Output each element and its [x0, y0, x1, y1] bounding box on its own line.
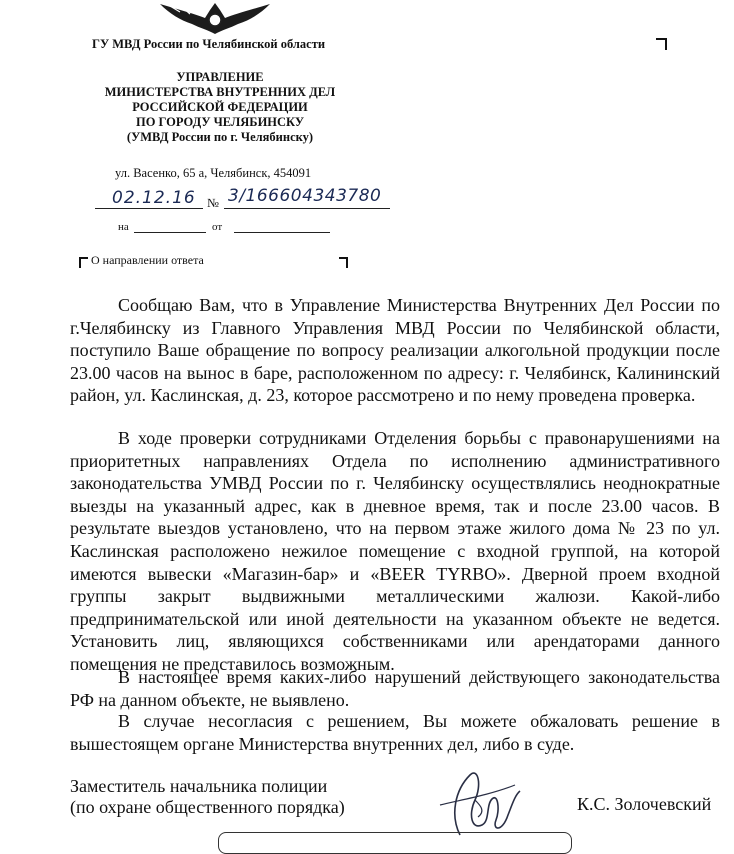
on-label: на: [118, 221, 129, 233]
org-line: УПРАВЛЕНИЕ: [176, 70, 264, 84]
corner-mark-subject-left: [79, 257, 88, 268]
address: ул. Васенко, 65 а, Челябинск, 454091: [115, 166, 312, 180]
paragraph-4: [70, 710, 720, 755]
paragraph-2: [70, 427, 720, 676]
org-line: (УМВД России по г. Челябинску): [126, 130, 314, 144]
from-label: от: [212, 221, 223, 233]
org-line: ПО ГОРОДУ ЧЕЛЯБИНСКУ: [135, 115, 305, 129]
signer-position-line1: Заместитель начальника полиции: [70, 776, 328, 796]
paragraph-1-text: Сообщаю Вам, что в Управление Министерства Внутренних Дел России по г.Челябинску из Главного Управления МВД России по Челябинской области, поступило Ваше обращение по вопросу реализации алкогольной продукции после 23.00 часов на вынос в баре, расположенном по адресу: г. Челябинск, Калининский район, ул. Каслинская, д. 23, которое рассмотрено и по нему проведена проверка.: [70, 295, 720, 406]
paragraph-3-text: В настоящее время каких-либо нарушений действующего законодательства РФ на данном объекте, не выявлено.: [70, 667, 720, 710]
date-line: [95, 208, 203, 209]
date-handwritten: 02.12.16: [112, 188, 196, 208]
subject: О направлении ответа: [91, 253, 204, 267]
emblem-icon: [150, 0, 280, 36]
paragraph-4-text: В случае несогласия с решением, Вы можете обжаловать решение в вышестоящем органе Министерства внутренних дел, либо в суде.: [70, 711, 720, 754]
from-line: [234, 232, 330, 233]
signer-position-line2: (по охране общественного порядка): [70, 797, 345, 817]
bottom-frame: [218, 832, 572, 854]
signer-name: К.С. Золочевский: [577, 794, 712, 814]
paragraph-3: [70, 666, 720, 711]
number-line: [224, 208, 390, 209]
org-line: МИНИСТЕРСТВА ВНУТРЕННИХ ДЕЛ: [104, 85, 336, 99]
number-label: №: [207, 196, 219, 210]
number-handwritten: 3/166604343780: [228, 186, 382, 206]
org-line: РОССИЙСКОЙ ФЕДЕРАЦИИ: [132, 100, 308, 114]
signature-icon: [420, 755, 540, 840]
gu-title: ГУ МВД России по Челябинской области: [92, 37, 326, 51]
paragraph-2-text: В ходе проверки сотрудниками Отделения борьбы с правонарушениями на приоритетных направлениях Отдела по исполнению административного законодательства УМВД России по г. Челябинску осуществлялись неоднократные выезды на указанный адрес, как в дневное время, так и после 23.00 часов. В результате выездов установлено, что на первом этаже жилого дома № 23 по ул. Каслинская расположено нежилое помещение с входной группой, на которой имеются вывески «Магазин-бар» и «BEER TYRBO». Дверной проем входной группы закрыт выдвижными металлическими жалюзи. Какой-либо предпринимательской или иной деятельности на указанном объекте не ведется. Установить лиц, являющихся собственниками или арендаторами данного помещения не представилось возможным.: [70, 428, 720, 674]
paragraph-1: [70, 294, 720, 407]
on-line: [134, 232, 206, 233]
corner-mark-subject-right: [339, 257, 348, 268]
org-block: [70, 70, 370, 145]
corner-mark-top-right: [656, 38, 667, 50]
